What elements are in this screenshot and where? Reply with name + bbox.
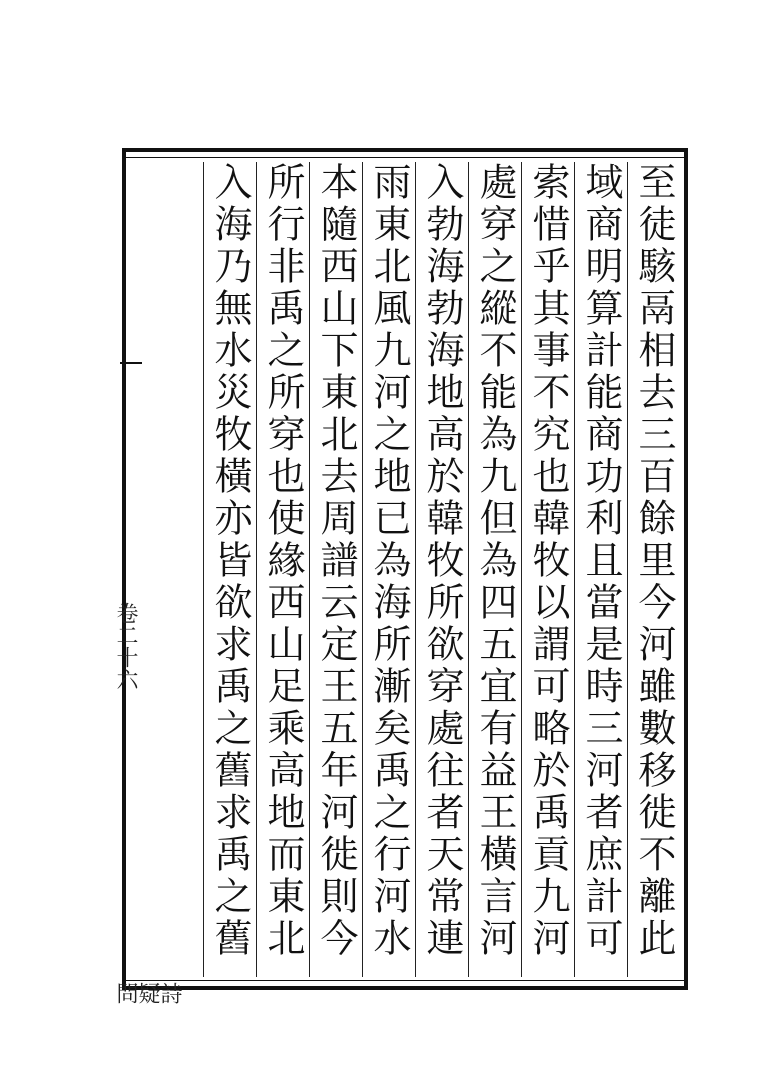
text-column [627,162,680,977]
page-margin [112,162,182,1004]
column-text: 至徒駭鬲相去三百餘里今河雖數移徙不離此 [632,162,676,960]
text-columns [150,162,680,977]
text-column [468,162,521,977]
text-column [309,162,362,977]
column-text: 索惜乎其事不究也韓牧以謂可略於禹貢九河 [526,162,570,960]
book-title-label: 詩疑問 [113,982,182,1004]
column-text: 入海乃無水災牧橫亦皆欲求禹之舊求禹之舊 [208,162,252,960]
column-text: 所行非禹之所穿也使緣西山足乘高地而東北 [261,162,305,960]
bottom-rule [122,980,688,981]
text-column [362,162,415,977]
column-text: 雨東北風九河之地已為海所漸矣禹之行河水 [367,162,411,960]
fish-tail-mark [120,362,142,364]
column-text: 本隨西山下東北去周譜云定王五年河徙則今 [314,162,358,960]
text-column [203,162,256,977]
text-column [256,162,309,977]
column-text: 處穿之縱不能為九但為四五宜有益王橫言河 [473,162,517,960]
column-text: 入勃海勃海地高於韓牧所欲穿處往者天常連 [420,162,464,960]
top-rule [122,157,688,158]
text-column [574,162,627,977]
column-text: 域商明算計能商功利且當是時三河者庶計可 [579,162,623,960]
text-column [521,162,574,977]
volume-label: 卷二十六 [113,602,138,690]
text-column [415,162,468,977]
